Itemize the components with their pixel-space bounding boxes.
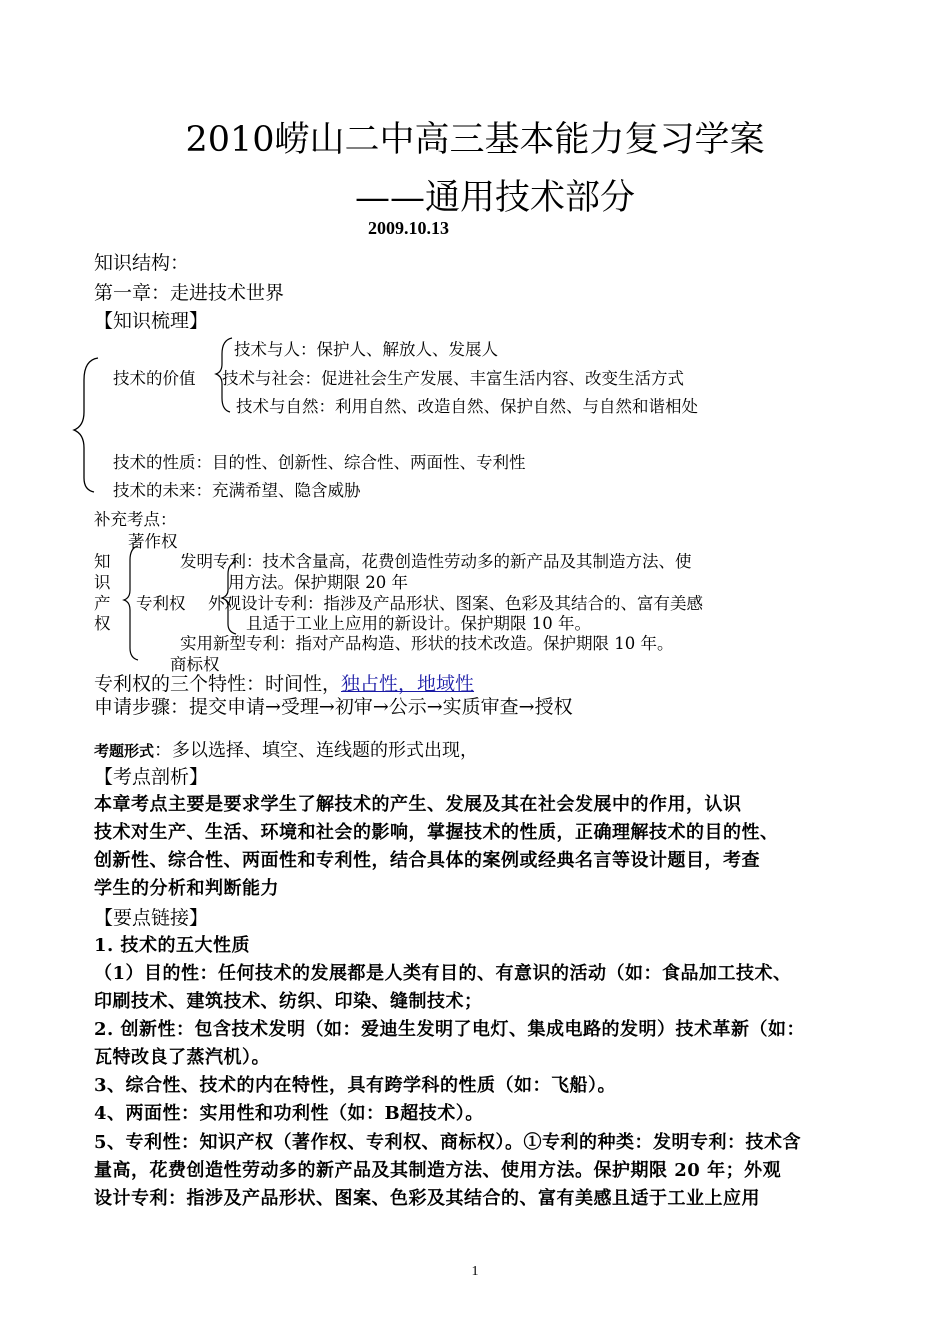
design-patent-line1: 外观设计专利：指涉及产品形状、图案、色彩及其结合的、富有美感 (208, 594, 703, 613)
supplement-heading: 补充考点： (94, 510, 177, 529)
trademark-label: 商标权 (170, 655, 220, 674)
patent-label: 专利权 (136, 594, 186, 613)
ip-label-char: 权 (94, 614, 111, 633)
ip-label-char: 知 (94, 552, 111, 571)
page-subtitle: ——通用技术部分 (355, 178, 636, 218)
page-title: 2010崂山二中高三基本能力复习学案 (185, 120, 765, 160)
analysis-line: 技术对生产、生活、环境和社会的影响，掌握技术的性质，正确理解技术的目的性、 (94, 822, 779, 843)
point-line: 量高，花费创造性劳动多的新产品及其制造方法、使用方法。保护期限 20 年；外观 (94, 1160, 782, 1181)
point-line: 1. 技术的五大性质 (94, 935, 251, 956)
document-date: 2009.10.13 (368, 218, 449, 238)
exam-form (94, 736, 478, 762)
point-line: 设计专利：指涉及产品形状、图案、色彩及其结合的、富有美感且适于工业上应用 (94, 1188, 760, 1209)
analysis-heading: 【考点剖析】 (94, 766, 209, 788)
point-line: （1）目的性：任何技术的发展都是人类有目的、有意识的活动（如：食品加工技术、 (94, 963, 792, 984)
chapter-heading: 第一章：走进技术世界 (94, 282, 285, 304)
point-line: 5、专利性：知识产权（著作权、专利权、商标权）。①专利的种类：发明专利：技术含 (94, 1132, 802, 1153)
exam-form-label: 考题形式 (94, 742, 155, 760)
knowledge-sort-heading: 【知识梳理】 (94, 310, 209, 332)
knowledge-structure-heading: 知识结构： (94, 252, 190, 274)
design-patent-line2: 且适于工业上应用的新设计。保护期限 10 年。 (246, 614, 591, 633)
invention-patent-line2: 用方法。保护期限 20 年 (228, 573, 408, 592)
exam-form-text: ：多以选择、填空、连线题的形式出现， (154, 740, 479, 761)
ip-label-char: 产 (94, 594, 111, 613)
point-line: 2. 创新性：包含技术发明（如：爱迪生发明了电灯、集成电路的发明）技术革新（如： (94, 1019, 806, 1040)
application-steps: 申请步骤：提交申请→受理→初审→公示→实质审查→授权 (94, 696, 573, 718)
page-number: 1 (471, 1264, 479, 1279)
point-line: 3、综合性、技术的内在特性，具有跨学科的性质（如：飞船）。 (94, 1075, 617, 1096)
point-line: 4、两面性：实用性和功利性（如：B超技术）。 (94, 1103, 484, 1124)
invention-patent-line1: 发明专利：技术含量高，花费创造性劳动多的新产品及其制造方法、使 (180, 552, 692, 571)
patent-features-prefix: 专利权的三个特性：时间性， (94, 673, 342, 695)
value-root: 技术的价值 (113, 369, 196, 388)
point-line: 印刷技术、建筑技术、纺织、印染、缝制技术； (94, 991, 483, 1012)
value-people: 技术与人：保护人、解放人、发展人 (234, 340, 498, 359)
copyright-label: 著作权 (128, 532, 178, 551)
analysis-line: 创新性、综合性、两面性和专利性，结合具体的案例或经典名言等设计题目，考查 (94, 850, 760, 871)
point-line: 瓦特改良了蒸汽机）。 (94, 1047, 270, 1068)
analysis-line: 学生的分析和判断能力 (94, 878, 279, 899)
analysis-line: 本章考点主要是要求学生了解技术的产生、发展及其在社会发展中的作用，认识 (94, 794, 742, 815)
value-nature: 技术与自然：利用自然、改造自然、保护自然、与自然和谐相处 (236, 397, 698, 416)
technology-future: 技术的未来：充满希望、隐含威胁 (113, 481, 361, 500)
technology-nature: 技术的性质：目的性、创新性、综合性、两面性、专利性 (113, 453, 526, 472)
utility-patent: 实用新型专利：指对产品构造、形状的技术改造。保护期限 10 年。 (180, 634, 674, 653)
links-heading: 【要点链接】 (94, 907, 209, 929)
patent-features-link[interactable]: 独占性，地域性 (341, 673, 475, 695)
ip-label-char: 识 (94, 573, 111, 592)
value-society: 技术与社会：促进社会生产发展、丰富生活内容、改变生活方式 (222, 369, 684, 388)
value-tree-braces (70, 330, 240, 500)
